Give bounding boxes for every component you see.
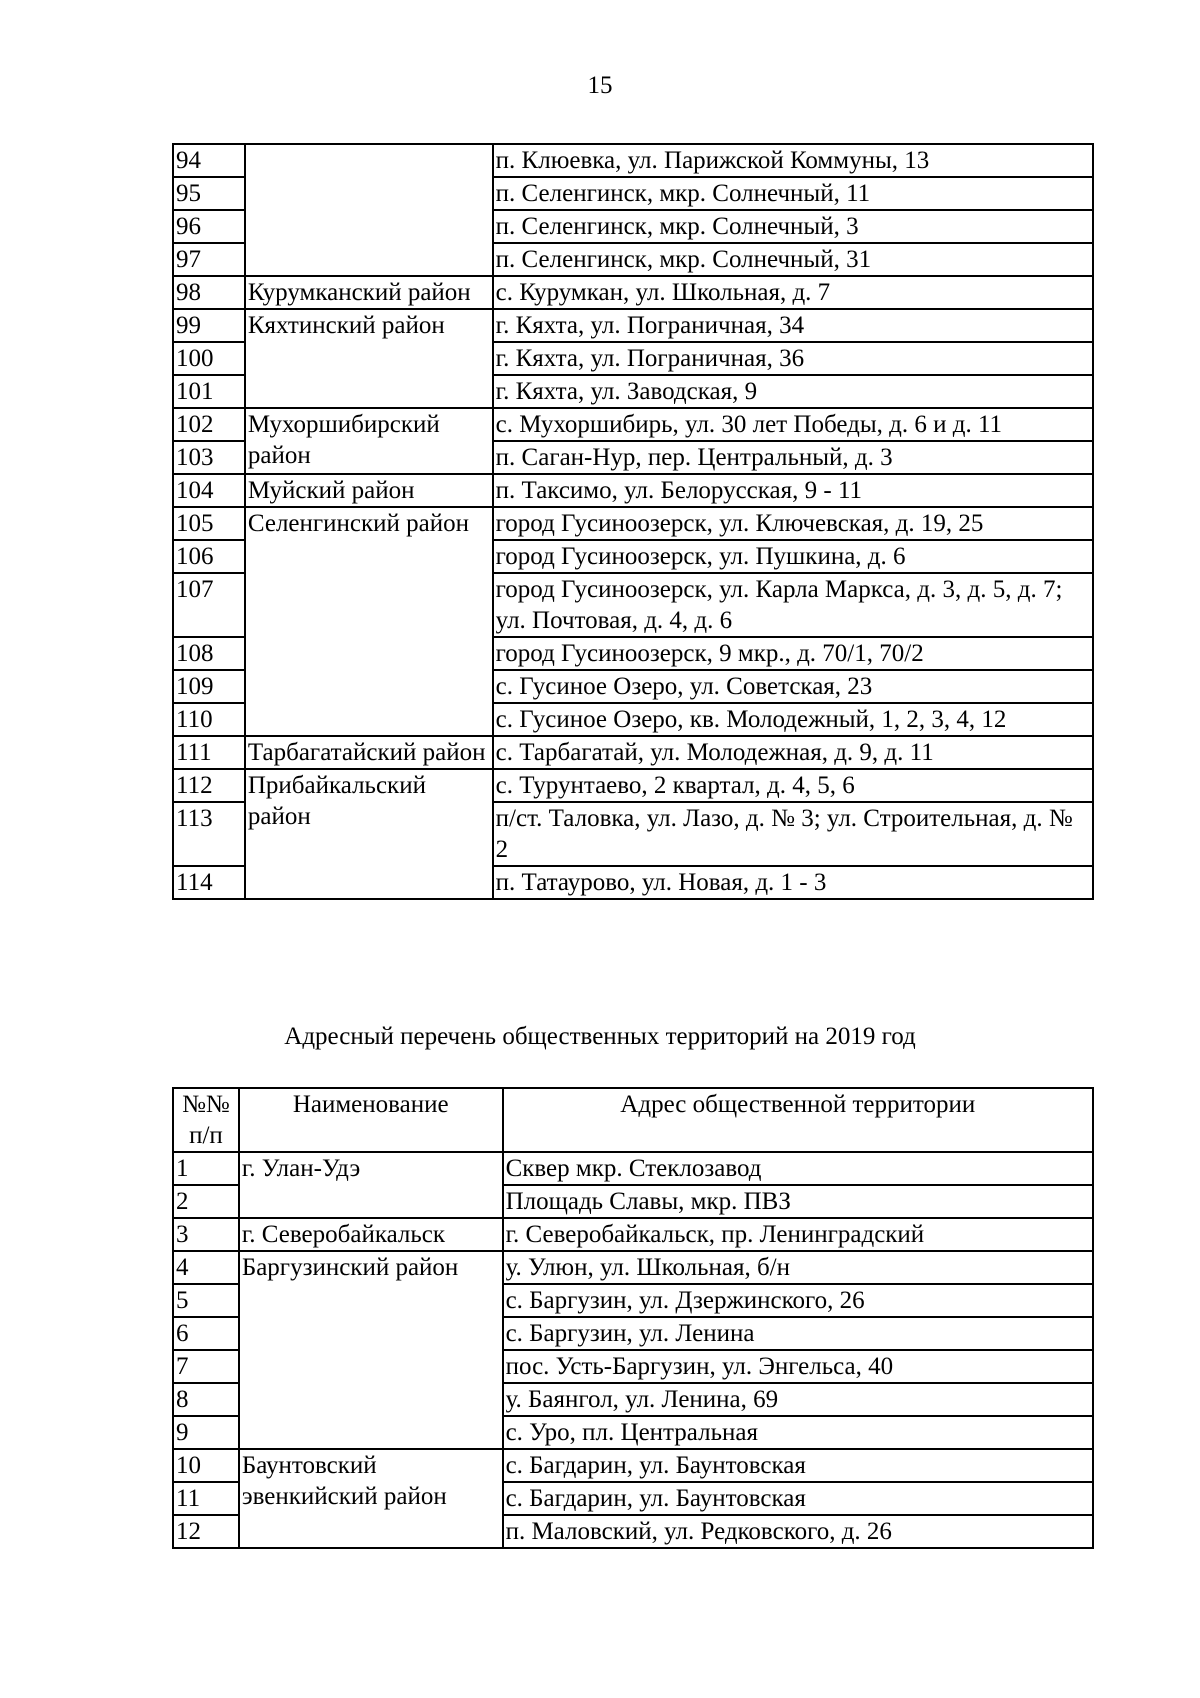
row-number: 103 bbox=[173, 441, 245, 474]
address: п. Татаурово, ул. Новая, д. 1 - 3 bbox=[493, 866, 1093, 899]
row-number: 98 bbox=[173, 276, 245, 309]
table-row bbox=[173, 736, 1093, 769]
row-number: 108 bbox=[173, 637, 245, 670]
section-title: Адресный перечень общественных территорий на 2019 год bbox=[284, 1023, 916, 1050]
row-number: 105 bbox=[173, 507, 245, 540]
address: с. Гусиное Озеро, ул. Советская, 23 bbox=[493, 670, 1093, 703]
row-number: 94 bbox=[173, 144, 245, 177]
address: п. Селенгинск, мкр. Солнечный, 11 bbox=[493, 177, 1093, 210]
address: п. Селенгинск, мкр. Солнечный, 31 bbox=[493, 243, 1093, 276]
district-name: г. Северобайкальск bbox=[239, 1218, 503, 1251]
address: город Гусиноозерск, 9 мкр., д. 70/1, 70/2 bbox=[493, 637, 1093, 670]
address: с. Баргузин, ул. Ленина bbox=[503, 1317, 1093, 1350]
district-name: Селенгинский район bbox=[245, 507, 493, 736]
district-name: Прибайкальский район bbox=[245, 769, 493, 899]
table-row bbox=[173, 144, 1093, 177]
address: п/ст. Таловка, ул. Лазо, д. № 3; ул. Строительная, д. № 2 bbox=[493, 802, 1093, 866]
address: с. Турунтаево, 2 квартал, д. 4, 5, 6 bbox=[493, 769, 1093, 802]
row-number: 96 bbox=[173, 210, 245, 243]
row-number: 110 bbox=[173, 703, 245, 736]
row-number: 100 bbox=[173, 342, 245, 375]
row-number: 111 bbox=[173, 736, 245, 769]
address: с. Уро, пл. Центральная bbox=[503, 1416, 1093, 1449]
address: г. Кяхта, ул. Пограничная, 36 bbox=[493, 342, 1093, 375]
table-row bbox=[173, 769, 1093, 802]
table-row bbox=[173, 1251, 1093, 1284]
table-row bbox=[173, 1152, 1093, 1185]
row-number: 95 bbox=[173, 177, 245, 210]
row-number: 114 bbox=[173, 866, 245, 899]
address: Сквер мкр. Стеклозавод bbox=[503, 1152, 1093, 1185]
address: с. Багдарин, ул. Баунтовская bbox=[503, 1482, 1093, 1515]
address: город Гусиноозерск, ул. Карла Маркса, д. 3, д. 5, д. 7; ул. Почтовая, д. 4, д. 6 bbox=[493, 573, 1093, 637]
table-row bbox=[173, 276, 1093, 309]
row-number: 113 bbox=[173, 802, 245, 866]
district-name bbox=[245, 144, 493, 276]
row-number: 109 bbox=[173, 670, 245, 703]
row-number: 102 bbox=[173, 408, 245, 441]
address: п. Клюевка, ул. Парижской Коммуны, 13 bbox=[493, 144, 1093, 177]
row-number: 97 bbox=[173, 243, 245, 276]
page-number: 15 bbox=[587, 72, 613, 99]
row-number: 101 bbox=[173, 375, 245, 408]
address: пос. Усть-Баргузин, ул. Энгельса, 40 bbox=[503, 1350, 1093, 1383]
public-territories-table bbox=[172, 1087, 1094, 1549]
column-header-number: №№ п/п bbox=[173, 1088, 239, 1152]
address: город Гусиноозерск, ул. Ключевская, д. 19, 25 bbox=[493, 507, 1093, 540]
row-number: 3 bbox=[173, 1218, 239, 1251]
row-number: 99 bbox=[173, 309, 245, 342]
table-row bbox=[173, 1449, 1093, 1482]
row-number: 10 bbox=[173, 1449, 239, 1482]
address: п. Маловский, ул. Редковского, д. 26 bbox=[503, 1515, 1093, 1548]
table-row bbox=[173, 408, 1093, 441]
row-number: 11 bbox=[173, 1482, 239, 1515]
table-row bbox=[173, 1218, 1093, 1251]
row-number: 8 bbox=[173, 1383, 239, 1416]
row-number: 107 bbox=[173, 573, 245, 637]
district-name: Баргузинский район bbox=[239, 1251, 503, 1449]
district-name: Мухоршибирский район bbox=[245, 408, 493, 474]
row-number: 7 bbox=[173, 1350, 239, 1383]
address: с. Мухоршибирь, ул. 30 лет Победы, д. 6 и д. 11 bbox=[493, 408, 1093, 441]
row-number: 4 bbox=[173, 1251, 239, 1284]
row-number: 9 bbox=[173, 1416, 239, 1449]
address: Площадь Славы, мкр. ПВЗ bbox=[503, 1185, 1093, 1218]
address: с. Багдарин, ул. Баунтовская bbox=[503, 1449, 1093, 1482]
row-number: 12 bbox=[173, 1515, 239, 1548]
address: г. Северобайкальск, пр. Ленинградский bbox=[503, 1218, 1093, 1251]
address: у. Баянгол, ул. Ленина, 69 bbox=[503, 1383, 1093, 1416]
district-name: г. Улан-Удэ bbox=[239, 1152, 503, 1218]
district-name: Курумканский район bbox=[245, 276, 493, 309]
row-number: 5 bbox=[173, 1284, 239, 1317]
row-number: 106 bbox=[173, 540, 245, 573]
column-header-address: Адрес общественной территории bbox=[503, 1088, 1093, 1152]
row-number: 6 bbox=[173, 1317, 239, 1350]
district-name: Баунтовский эвенкийский район bbox=[239, 1449, 503, 1548]
table-header-row bbox=[173, 1088, 1093, 1152]
district-name: Кяхтинский район bbox=[245, 309, 493, 408]
address: у. Улюн, ул. Школьная, б/н bbox=[503, 1251, 1093, 1284]
address: с. Курумкан, ул. Школьная, д. 7 bbox=[493, 276, 1093, 309]
address: с. Тарбагатай, ул. Молодежная, д. 9, д. 11 bbox=[493, 736, 1093, 769]
districts-address-table bbox=[172, 143, 1094, 900]
address: п. Таксимо, ул. Белорусская, 9 - 11 bbox=[493, 474, 1093, 507]
row-number: 112 bbox=[173, 769, 245, 802]
row-number: 2 bbox=[173, 1185, 239, 1218]
address: п. Селенгинск, мкр. Солнечный, 3 bbox=[493, 210, 1093, 243]
district-name: Муйский район bbox=[245, 474, 493, 507]
row-number: 104 bbox=[173, 474, 245, 507]
column-header-name: Наименование bbox=[239, 1088, 503, 1152]
table-row bbox=[173, 507, 1093, 540]
table-row bbox=[173, 309, 1093, 342]
row-number: 1 bbox=[173, 1152, 239, 1185]
address: с. Баргузин, ул. Дзержинского, 26 bbox=[503, 1284, 1093, 1317]
address: г. Кяхта, ул. Пограничная, 34 bbox=[493, 309, 1093, 342]
address: город Гусиноозерск, ул. Пушкина, д. 6 bbox=[493, 540, 1093, 573]
district-name: Тарбагатайский район bbox=[245, 736, 493, 769]
table-row bbox=[173, 474, 1093, 507]
address: п. Саган-Нур, пер. Центральный, д. 3 bbox=[493, 441, 1093, 474]
address: г. Кяхта, ул. Заводская, 9 bbox=[493, 375, 1093, 408]
address: с. Гусиное Озеро, кв. Молодежный, 1, 2, 3, 4, 12 bbox=[493, 703, 1093, 736]
